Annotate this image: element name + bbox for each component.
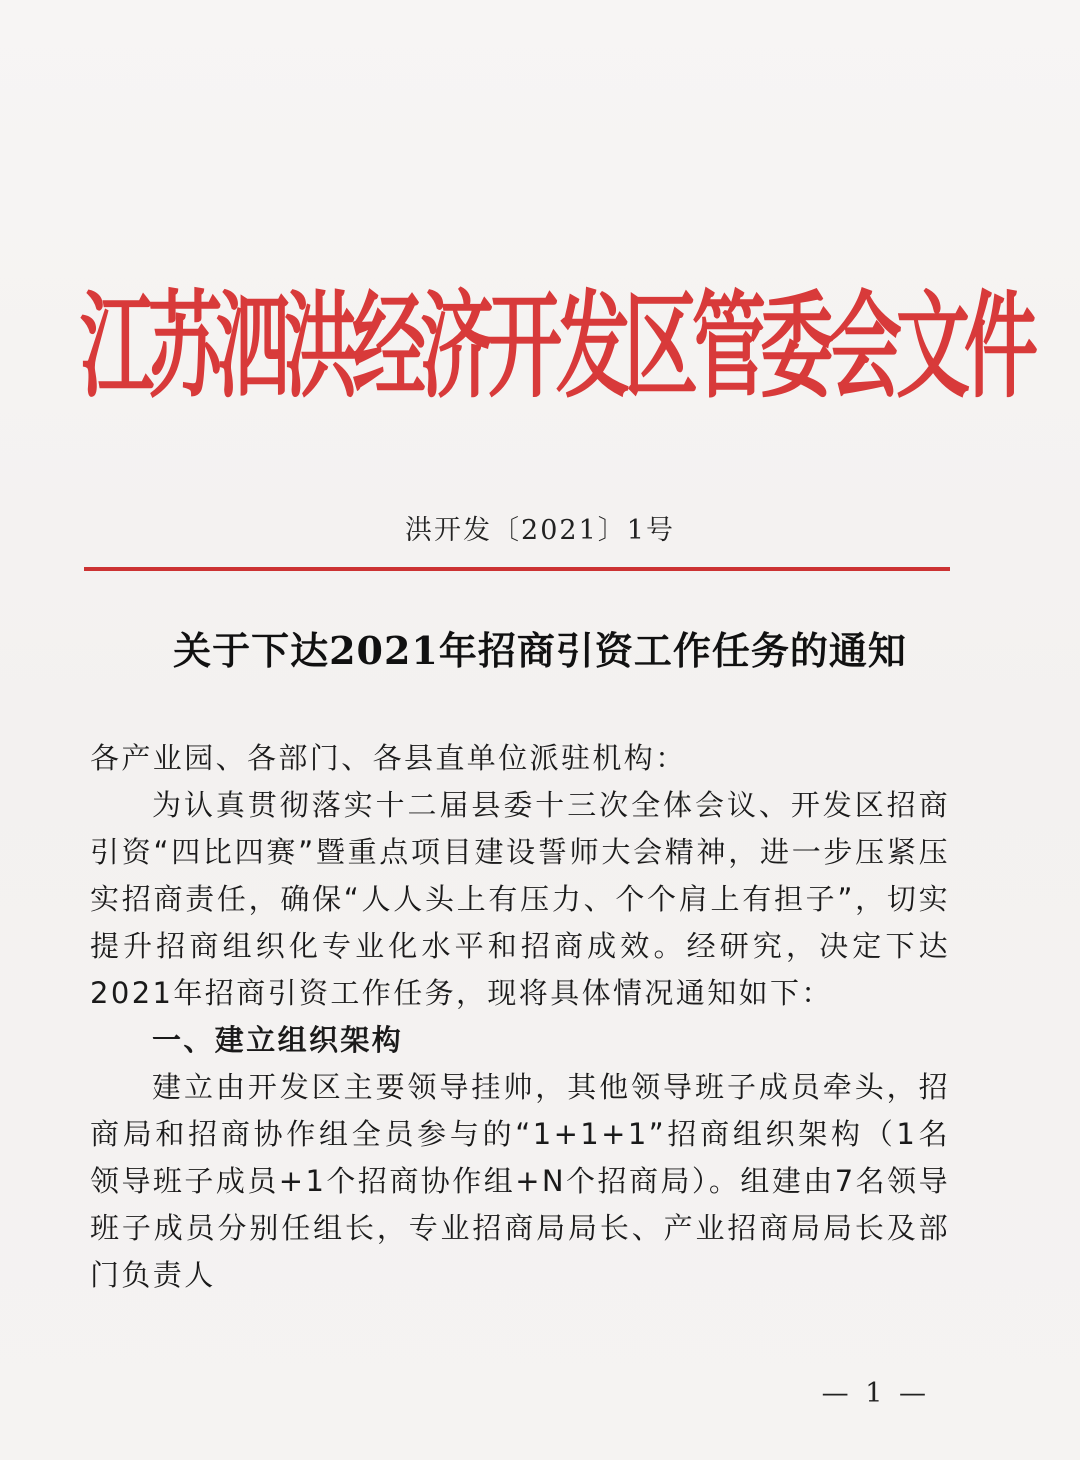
document-title: 关于下达2021年招商引资工作任务的通知 bbox=[173, 628, 907, 673]
page-number: — 1 — bbox=[821, 1378, 930, 1409]
salutation: 各产业园、各部门、各县直单位派驻机构： bbox=[90, 741, 687, 775]
intro-paragraph: 为认真贯彻落实十二届县委十三次全体会议、开发区招商引资“四比四赛”暨重点项目建设誓师大会精神，进一步压紧压实招商责任，确保“人人头上有压力、个个肩上有担子”，切实提升招商组织化专业化水平和招商成效。经研究，决定下达2021年招商引资工作任务，现将具体情况通知如下： bbox=[90, 788, 950, 1010]
red-divider-line bbox=[84, 567, 950, 571]
section-paragraph: 建立由开发区主要领导挂帅，其他领导班子成员牵头，招商局和招商协作组全员参与的“1+1+1”招商组织架构（1名领导班子成员+1个招商协作组+N个招商局）。组建由7名领导班子成员分别任组长，专业招商局局长、产业招商局局长及部门负责人 bbox=[90, 1070, 950, 1292]
section-heading: 一、建立组织架构 bbox=[152, 1023, 404, 1057]
document-body bbox=[90, 735, 950, 1299]
document-number: 洪开发〔2021〕1号 bbox=[405, 515, 675, 546]
issuer-header: 江苏泗洪经济开发区管委会文件 bbox=[80, 280, 1032, 414]
